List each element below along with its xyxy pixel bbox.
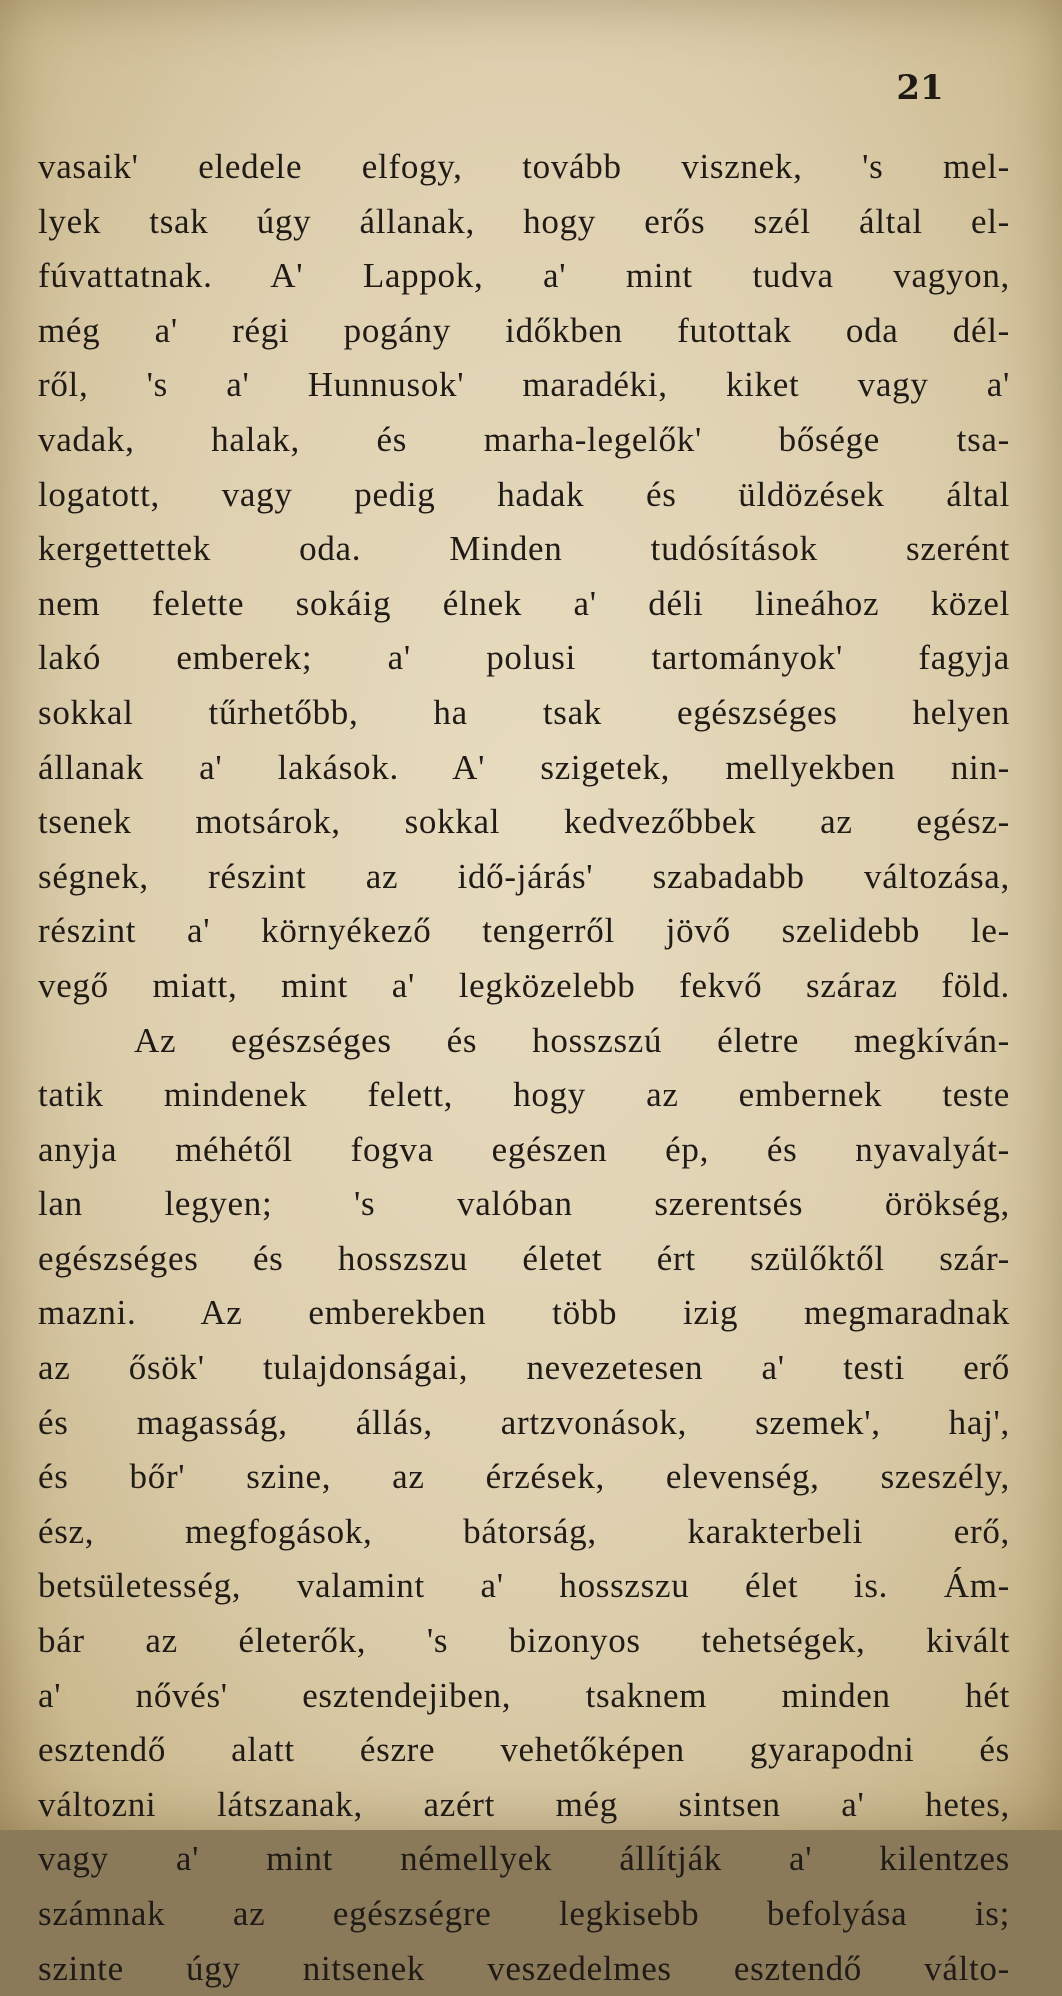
text-line: sokkal tűrhetőbb, ha tsak egészséges helyen <box>38 692 1010 732</box>
text-line: lyek tsak úgy állanak, hogy erős szél által el- <box>38 201 1010 241</box>
text-line: fúvattatnak. A' Lappok, a' mint tudva vagyon, <box>38 256 1010 296</box>
text-line: és bőr' szine, az érzések, elevenség, szeszély, <box>38 1457 1010 1497</box>
text-line: lakó emberek; a' polusi tartományok' fagyja <box>38 638 1010 678</box>
text-line: számnak az egészségre legkisebb befolyása is; <box>38 1894 1010 1933</box>
body-text <box>38 140 1010 1996</box>
text-line: vasaik' eledele elfogy, tovább visznek, 's mel- <box>38 147 1010 186</box>
text-line: logatott, vagy pedig hadak és üldözések által <box>38 474 1010 514</box>
text-line: a' nővés' esztendejiben, tsaknem minden hét <box>38 1675 1010 1715</box>
text-line: és magasság, állás, artzvonások, szemek', haj', <box>38 1402 1010 1442</box>
text-line: részint a' környékező tengerről jövő szelidebb le- <box>38 911 1010 951</box>
text-line: egészséges és hosszszu életet ért szülőktől szár- <box>38 1238 1010 1278</box>
text-line: vagy a' mint némellyek állítják a' kilentzes <box>38 1839 1010 1879</box>
text-line: állanak a' lakások. A' szigetek, mellyekben nin- <box>38 747 1010 787</box>
text-line: nem felette sokáig élnek a' déli lineához közel <box>38 583 1010 623</box>
text-line: szinte úgy nitsenek veszedelmes esztendő válto- <box>38 1948 1010 1988</box>
page-number: 21 <box>896 68 944 108</box>
text-line: anyja méhétől fogva egészen ép, és nyavalyát- <box>38 1129 1010 1169</box>
text-line: vadak, halak, és marha-legelők' bősége tsa- <box>38 419 1010 459</box>
text-line: még a' régi pogány időkben futottak oda dél- <box>38 310 1010 350</box>
text-line: esztendő alatt észre vehetőképen gyarapodni és <box>38 1730 1010 1770</box>
text-line: tatik mindenek felett, hogy az embernek teste <box>38 1075 1010 1115</box>
text-line: ész, megfogások, bátorság, karakterbeli erő, <box>38 1511 1010 1551</box>
text-line: Az egészséges és hosszszú életre megkíván- <box>134 1020 1010 1060</box>
text-line: ségnek, részint az idő-járás' szabadabb változása, <box>38 856 1010 896</box>
text-line: változni látszanak, azért még sintsen a' hetes, <box>38 1784 1010 1824</box>
text-line: kergettettek oda. Minden tudósítások szerént <box>38 529 1010 569</box>
text-line: betsületesség, valamint a' hosszszu élet is. Ám- <box>38 1566 1010 1606</box>
text-line: ről, 's a' Hunnusok' maradéki, kiket vagy a' <box>38 365 1010 405</box>
text-line: mazni. Az emberekben több izig megmaradnak <box>38 1293 1010 1333</box>
text-line: az ősök' tulajdonságai, nevezetesen a' testi erő <box>38 1348 1010 1388</box>
text-line: bár az életerők, 's bizonyos tehetségek, kivált <box>38 1621 1010 1661</box>
text-line: tsenek motsárok, sokkal kedvezőbbek az egész- <box>38 802 1010 842</box>
text-line: lan legyen; 's valóban szerentsés örökség, <box>38 1184 1010 1224</box>
text-line: vegő miatt, mint a' legközelebb fekvő száraz föld. <box>38 965 1010 1005</box>
